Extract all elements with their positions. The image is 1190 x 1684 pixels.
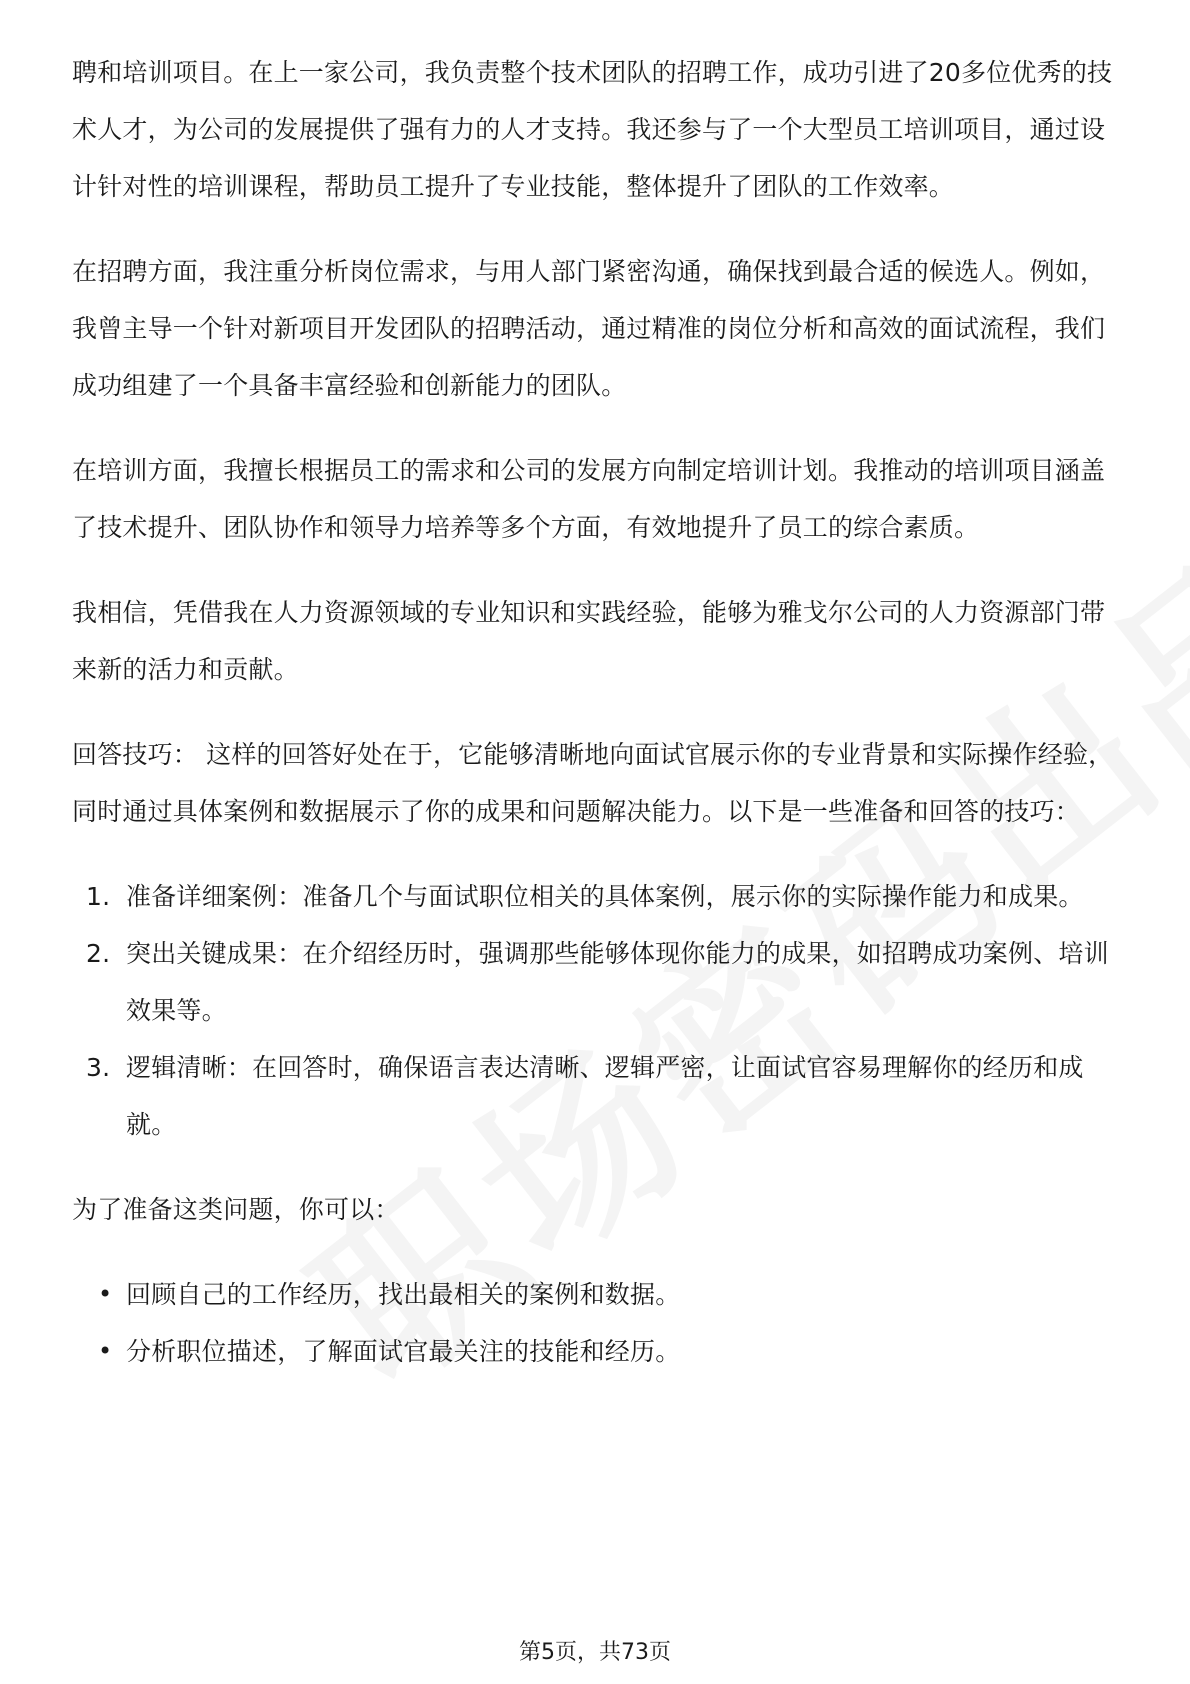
page-number-footer: 第5页，共73页 [519,1640,671,1665]
list-item [72,1266,1122,1323]
list-item-text: 准备详细案例：准备几个与面试职位相关的具体案例，展示你的实际操作能力和成果。 [126,882,1084,911]
paragraph: 在培训方面，我擅长根据员工的需求和公司的发展方向制定培训计划。我推动的培训项目涵盖了技术提升、团队协作和领导力培养等多个方面，有效地提升了员工的综合素质。 [72,456,1106,542]
list-item-text: 分析职位描述，了解面试官最关注的技能和经历。 [126,1337,681,1366]
bullet-icon: • [98,1280,113,1308]
list-item-text: 逻辑清晰：在回答时，确保语言表达清晰、逻辑严密，让面试官容易理解你的经历和成就。 [126,1053,1084,1139]
list-item [72,1323,1122,1380]
list-item-text: 回顾自己的工作经历，找出最相关的案例和数据。 [126,1280,681,1309]
list-item [72,925,1122,1039]
document-body [72,44,1122,1408]
list-item [72,1039,1122,1153]
list-number: 1. [86,882,111,911]
prep-intro: 为了准备这类问题，你可以： [72,1195,400,1224]
paragraph: 在招聘方面，我注重分析岗位需求，与用人部门紧密沟通，确保找到最合适的候选人。例如，我曾主导一个针对新项目开发团队的招聘活动，通过精准的岗位分析和高效的面试流程，我们成功组建了一个具备丰富经验和创新能力的团队。 [72,257,1106,400]
paragraph: 聘和培训项目。在上一家公司，我负责整个技术团队的招聘工作，成功引进了20多位优秀的技术人才，为公司的发展提供了强有力的人才支持。我还参与了一个大型员工培训项目，通过设计针对性的培训课程，帮助员工提升了专业技能，整体提升了团队的工作效率。 [72,58,1113,201]
list-item [72,868,1122,925]
list-number: 3. [86,1053,111,1082]
tips-numbered-list [72,868,1122,1153]
list-number: 2. [86,939,111,968]
answer-tips-paragraph: 回答技巧： 这样的回答好处在于，它能够清晰地向面试官展示你的专业背景和实际操作经验，同时通过具体案例和数据展示了你的成果和问题解决能力。以下是一些准备和回答的技巧： [72,740,1114,826]
paragraph: 我相信，凭借我在人力资源领域的专业知识和实践经验，能够为雅戈尔公司的人力资源部门带来新的活力和贡献。 [72,598,1106,684]
list-item-text: 突出关键成果：在介绍经历时，强调那些能够体现你能力的成果，如招聘成功案例、培训效果等。 [126,939,1109,1025]
bullet-icon: • [98,1337,113,1365]
prep-bullet-list [72,1266,1122,1380]
